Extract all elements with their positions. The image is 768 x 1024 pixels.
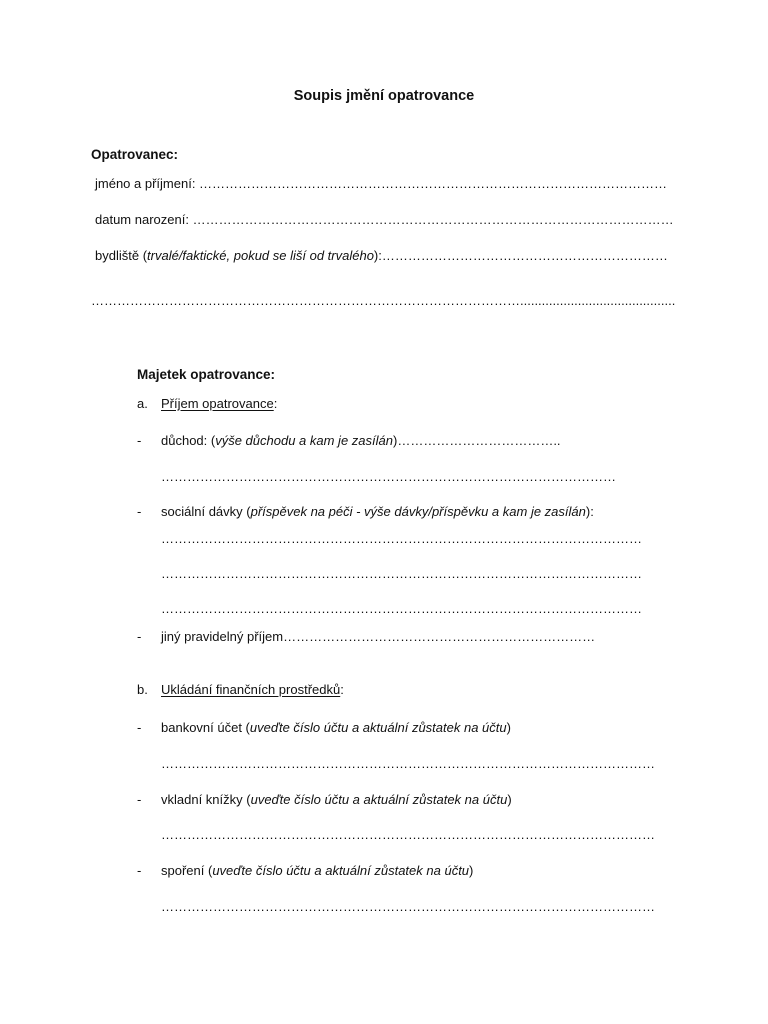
benefits-fill-line-2: ………………………………………………………………………………………………… [161,566,642,581]
ward-heading: Opatrovanec: [91,147,179,162]
benefits-line [161,504,594,520]
pension-label: důchod: ( [161,433,216,448]
section-a-title-line [161,396,277,412]
pension-note: výše důchodu a kam je zasílán [215,433,393,448]
extra-fill-line: ………………………………………………………………………………………........................................... [91,293,676,308]
name-label: jméno a příjmení: [95,176,200,191]
savings-book-after: ) [507,792,512,807]
pension-line [161,433,561,449]
other-income-label: jiný pravidelný příjem [161,629,284,644]
benefits-label: sociální dávky ( [161,504,251,519]
name-line [95,176,667,192]
birth-fill-dots: ………………………………………………………………………………………………… [192,212,674,227]
benefits-after: ): [585,504,594,519]
document-title: Soupis jmění opatrovance [293,88,475,104]
savings-line [161,863,473,879]
section-a-colon: : [273,396,278,411]
pension-dash: - [137,433,142,448]
section-b-title: Ukládání finančních prostředků [161,682,341,697]
residence-line [95,248,668,264]
pension-after: )……………………………….. [392,433,561,448]
birth-line [95,212,674,228]
savings-after: ) [469,863,474,878]
other-income-line [161,629,595,645]
bank-label: bankovní účet ( [161,720,250,735]
bank-line [161,720,511,736]
savings-note: uveďte číslo účtu a aktuální zůstatek na účtu [212,863,470,878]
residence-fill-dots: ………………………………………………………… [381,248,668,263]
residence-note: trvalé/faktické, pokud se liší od trvalého [147,248,374,263]
benefits-fill-line-1: ………………………………………………………………………………………………… [161,531,642,546]
bank-dash: - [137,720,142,735]
birth-label: datum narození: [95,212,193,227]
section-b-title-line [161,682,344,698]
name-fill-dots: ……………………………………………………………………………………………… [199,176,668,191]
benefits-dash: - [137,504,142,519]
section-b-colon: : [340,682,344,697]
savings-book-fill-line: …………………………………………………………………………………………………… [161,827,655,842]
savings-fill-line: …………………………………………………………………………………………………… [161,899,655,914]
section-a-title: Příjem opatrovance [161,396,274,411]
benefits-fill-line-3: ………………………………………………………………………………………………… [161,601,642,616]
section-a-marker: a. [137,396,148,411]
savings-book-line [161,792,512,808]
benefits-note: příspěvek na péči - výše dávky/příspěvku a kam je zasílán [250,504,586,519]
savings-book-label: vkladní knížky ( [161,792,251,807]
other-income-fill-dots: ……………………………………………………………… [283,629,596,644]
savings-book-dash: - [137,792,142,807]
bank-note: uveďte číslo účtu a aktuální zůstatek na účtu [249,720,507,735]
pension-fill-line: …………………………………………………………………………………………… [161,469,616,484]
other-income-dash: - [137,629,142,644]
property-heading: Majetek opatrovance: [137,367,276,382]
savings-label: spoření ( [161,863,213,878]
residence-after: ): [373,248,382,263]
bank-after: ) [506,720,511,735]
bank-fill-line: …………………………………………………………………………………………………… [161,756,655,771]
residence-label: bydliště ( [95,248,148,263]
savings-book-note: uveďte číslo účtu a aktuální zůstatek na účtu [250,792,508,807]
savings-dash: - [137,863,142,878]
section-b-marker: b. [137,682,148,697]
